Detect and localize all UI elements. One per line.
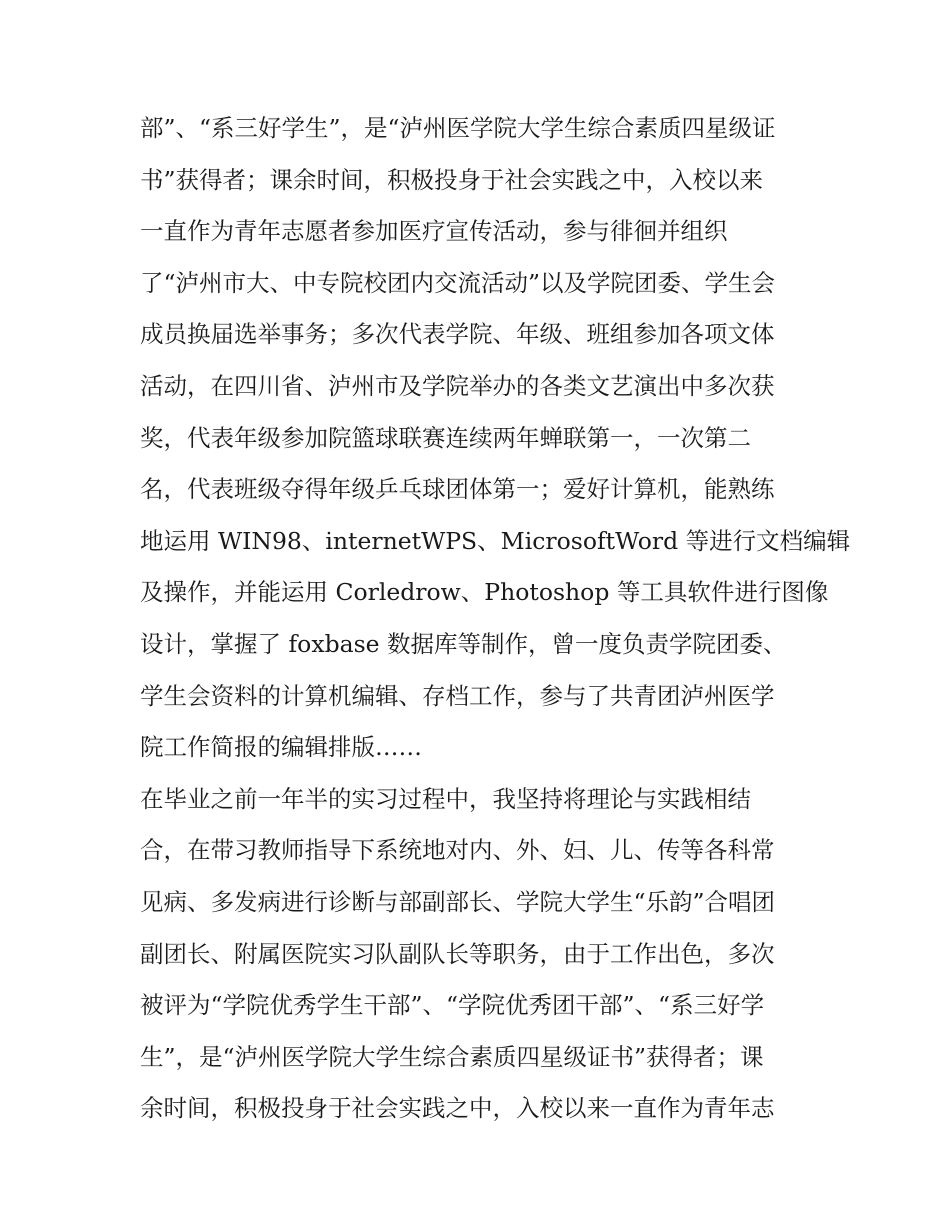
text-line: 生”，是“泸州医学院大学生综合素质四星级证书”获得者；课 (140, 1042, 764, 1071)
document-body (140, 103, 851, 1135)
text-line: 一直作为青年志愿者参加医疗宣传活动，参与徘徊并组织 (140, 217, 728, 246)
text-line: 设计，掌握了 foxbase 数据库等制作，曾一度负责学院团委、 (140, 629, 787, 658)
text-line: 及操作，并能运用 Corledrow、Photoshop 等工具软件进行图像 (140, 578, 829, 607)
text-line: 名，代表班级夺得年级乒乓球团体第一；爱好计算机，能熟练 (140, 475, 775, 504)
text-line: 书”获得者；课余时间，积极投身于社会实践之中，入校以来 (140, 165, 764, 194)
text-line: 地运用 WIN98、internetWPS、MicrosoftWord 等进行文档编辑 (140, 526, 851, 555)
text-line: 活动，在四川省、泸州市及学院举办的各类文艺演出中多次获 (140, 371, 775, 400)
text-line: 成员换届选举事务；多次代表学院、年级、班组参加各项文体 (140, 320, 775, 349)
text-line: 了“泸州市大、中专院校团内交流活动”以及学院团委、学生会 (140, 268, 776, 297)
text-line: 合，在带习教师指导下系统地对内、外、妇、儿、传等各科常 (140, 836, 775, 865)
text-line: 院工作简报的编辑排版…… (140, 733, 422, 762)
text-line: 在毕业之前一年半的实习过程中，我坚持将理论与实践相结 (140, 784, 751, 813)
text-line: 学生会资料的计算机编辑、存档工作，参与了共青团泸州医学 (140, 681, 775, 710)
text-line: 副团长、附属医院实习队副队长等职务，由于工作出色，多次 (140, 939, 775, 968)
text-line: 部”、“系三好学生”，是“泸州医学院大学生综合素质四星级证 (140, 114, 776, 142)
text-line: 被评为“学院优秀学生干部”、“学院优秀团干部”、“系三好学 (140, 991, 765, 1020)
text-line: 奖，代表年级参加院篮球联赛连续两年蝉联第一，一次第二 (140, 423, 751, 452)
text-line: 见病、多发病进行诊断与部副部长、学院大学生“乐韵”合唱团 (140, 887, 776, 916)
text-line: 余时间，积极投身于社会实践之中，入校以来一直作为青年志 (140, 1094, 775, 1123)
